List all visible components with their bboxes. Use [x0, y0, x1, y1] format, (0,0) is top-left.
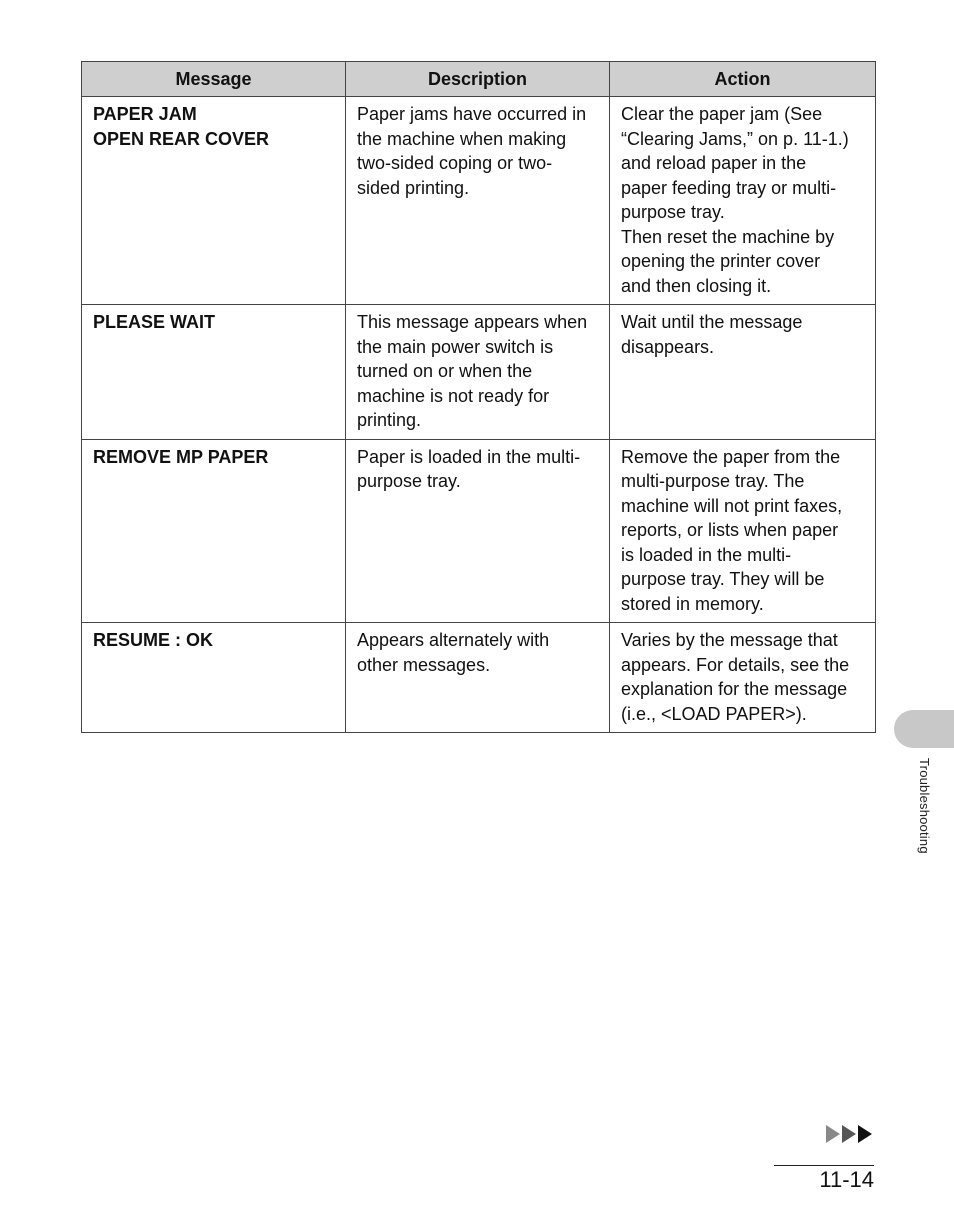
cell-line: printing.	[357, 410, 422, 430]
arrow-2-icon	[842, 1125, 856, 1143]
message-cell	[82, 97, 346, 305]
cell-line: and reload paper in the	[621, 153, 807, 173]
cell-line: “Clearing Jams,” on p. 11-1.)	[621, 128, 849, 149]
cell-line: Varies by the message that	[621, 630, 838, 650]
cell-line: other messages.	[357, 654, 491, 675]
section-tab	[894, 710, 954, 748]
cell-line: reports, or lists when paper	[621, 520, 839, 540]
table-row	[82, 439, 876, 623]
cell-line: is loaded in the multi-	[621, 544, 792, 565]
action-cell	[610, 97, 876, 305]
cell-line: machine will not print faxes,	[621, 495, 843, 516]
table-body	[82, 97, 876, 733]
description-cell	[346, 439, 610, 623]
section-tab-label: Troubleshooting	[917, 758, 932, 854]
cell-line: purpose tray. They will be	[621, 569, 825, 589]
cell-line: RESUME : OK	[93, 630, 214, 650]
cell-line: explanation for the message	[621, 679, 848, 699]
header-action: Action	[610, 62, 876, 97]
cell-line: OPEN REAR COVER	[93, 128, 270, 149]
action-cell	[610, 439, 876, 623]
cell-line: purpose tray.	[621, 202, 725, 222]
cell-line: two-sided coping or two-	[357, 153, 553, 173]
cell-line: This message appears when	[357, 312, 588, 332]
message-cell	[82, 439, 346, 623]
header-description: Description	[346, 62, 610, 97]
description-cell	[346, 97, 610, 305]
cell-line: opening the printer cover	[621, 251, 821, 271]
message-cell	[82, 623, 346, 733]
cell-line: the main power switch is	[357, 336, 554, 357]
cell-line: Wait until the message	[621, 312, 803, 332]
cell-line: Paper is loaded in the multi-	[357, 446, 581, 467]
cell-line: (i.e., <LOAD PAPER>).	[621, 703, 807, 724]
cell-line: Then reset the machine by	[621, 226, 835, 247]
cell-line: Paper jams have occurred in	[357, 104, 587, 124]
cell-line: appears. For details, see the	[621, 654, 850, 675]
table-row	[82, 305, 876, 440]
cell-line: Clear the paper jam (See	[621, 104, 823, 124]
arrow-1-icon	[826, 1125, 840, 1143]
cell-line: machine is not ready for	[357, 385, 550, 406]
arrow-3-icon	[858, 1125, 872, 1143]
cell-line: PAPER JAM	[93, 104, 197, 124]
cell-line: paper feeding tray or multi-	[621, 177, 837, 198]
description-cell	[346, 305, 610, 440]
cell-line: purpose tray.	[357, 471, 461, 491]
action-cell	[610, 623, 876, 733]
cell-line: Appears alternately with	[357, 630, 550, 650]
description-cell	[346, 623, 610, 733]
cell-line: the machine when making	[357, 128, 567, 149]
cell-line: and then closing it.	[621, 275, 772, 296]
table-header-row	[82, 62, 876, 97]
table-row	[82, 623, 876, 733]
cell-line: stored in memory.	[621, 593, 764, 614]
page-number: 11-14	[819, 1167, 874, 1192]
action-cell	[610, 305, 876, 440]
message-cell	[82, 305, 346, 440]
continue-arrows-icon	[826, 1124, 874, 1144]
cell-line: PLEASE WAIT	[93, 312, 216, 332]
cell-line: REMOVE MP PAPER	[93, 446, 269, 467]
table-row	[82, 97, 876, 305]
message-table	[81, 61, 876, 733]
cell-line: sided printing.	[357, 177, 470, 198]
cell-line: disappears.	[621, 336, 715, 357]
footer-rule	[774, 1165, 874, 1166]
cell-line: turned on or when the	[357, 361, 533, 381]
cell-line: Remove the paper from the	[621, 446, 841, 467]
header-message: Message	[82, 62, 346, 97]
cell-line: multi-purpose tray. The	[621, 471, 805, 491]
